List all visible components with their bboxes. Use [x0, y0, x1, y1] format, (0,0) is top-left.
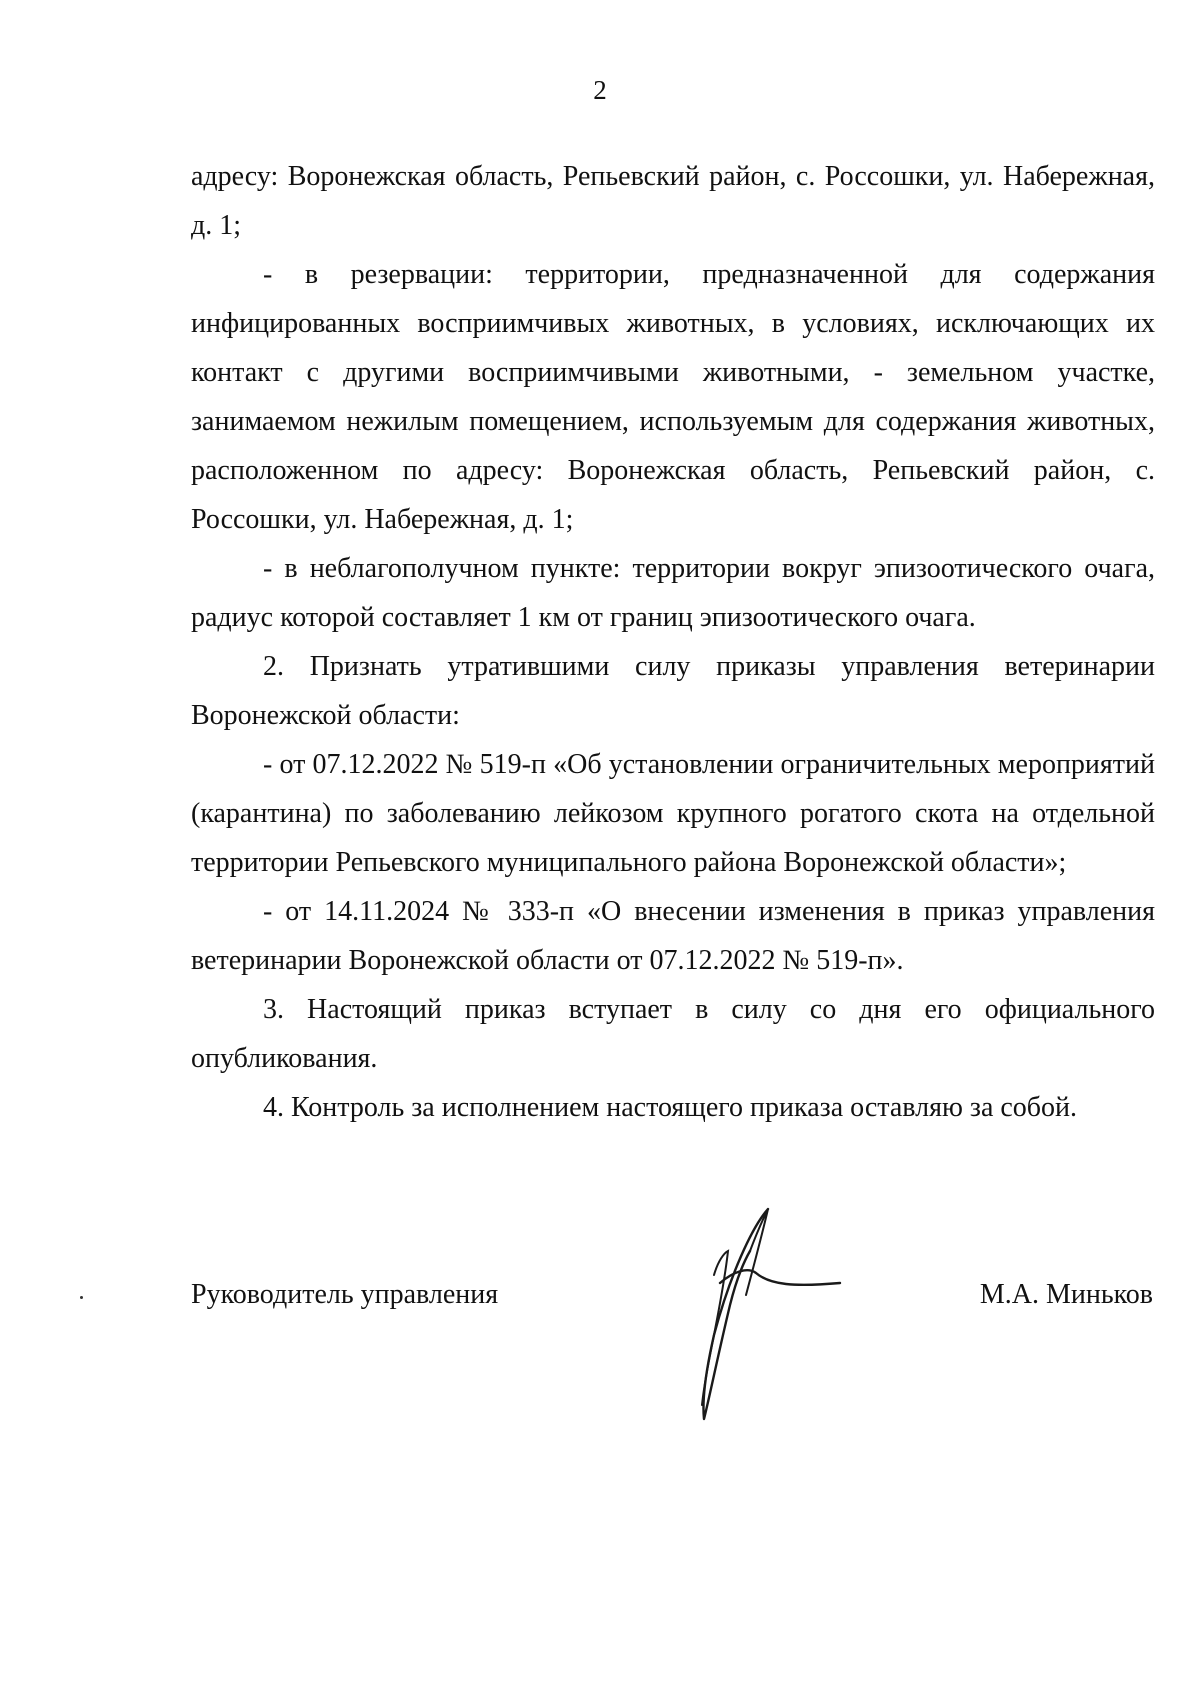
signature-row: [0, 1277, 1200, 1317]
scan-speck: [80, 1296, 83, 1299]
handwritten-signature: [690, 1205, 860, 1425]
signatory-name: М.А. Миньков: [979, 1279, 1153, 1310]
paragraph-reservation: - в резервации: территории, предназначенной для содержания инфицированных восприимчивых животных, в условиях, исключающих их контакт с другими восприимчивыми животными, - земельном участке, занимаемом нежилым помещением, используемым для содержания животных, расположенном по адресу: Воронежская область, Репьевский район, с. Россошки, ул. Набережная, д. 1;: [191, 259, 1155, 535]
paragraph-item-3: 3. Настоящий приказ вступает в силу со дня его официального опубликования.: [191, 994, 1155, 1074]
signatory-title: Руководитель управления: [191, 1279, 499, 1310]
paragraph-address-continuation: адресу: Воронежская область, Репьевский район, с. Россошки, ул. Набережная, д. 1;: [191, 161, 1155, 241]
paragraph-unfavorable-point: - в неблагополучном пункте: территории вокруг эпизоотического очага, радиус которой составляет 1 км от границ эпизоотического очага.: [191, 553, 1155, 633]
paragraph-item-2: 2. Признать утратившими силу приказы управления ветеринарии Воронежской области:: [191, 651, 1155, 731]
paragraph-item-4: 4. Контроль за исполнением настоящего приказа оставляю за собой.: [263, 1092, 1078, 1123]
paragraph-order-519: - от 07.12.2022 № 519-п «Об установлении ограничительных мероприятий (карантина) по заболеванию лейкозом крупного рогатого скота на отдельной территории Репьевского муниципального района Воронежской области»;: [191, 749, 1155, 878]
document-body: [191, 152, 1155, 1132]
page-number: 2: [593, 75, 607, 105]
paragraph-order-333: - от 14.11.2024 № 333-п «О внесении изменения в приказ управления ветеринарии Воронежской области от 07.12.2022 № 519-п».: [191, 896, 1155, 976]
